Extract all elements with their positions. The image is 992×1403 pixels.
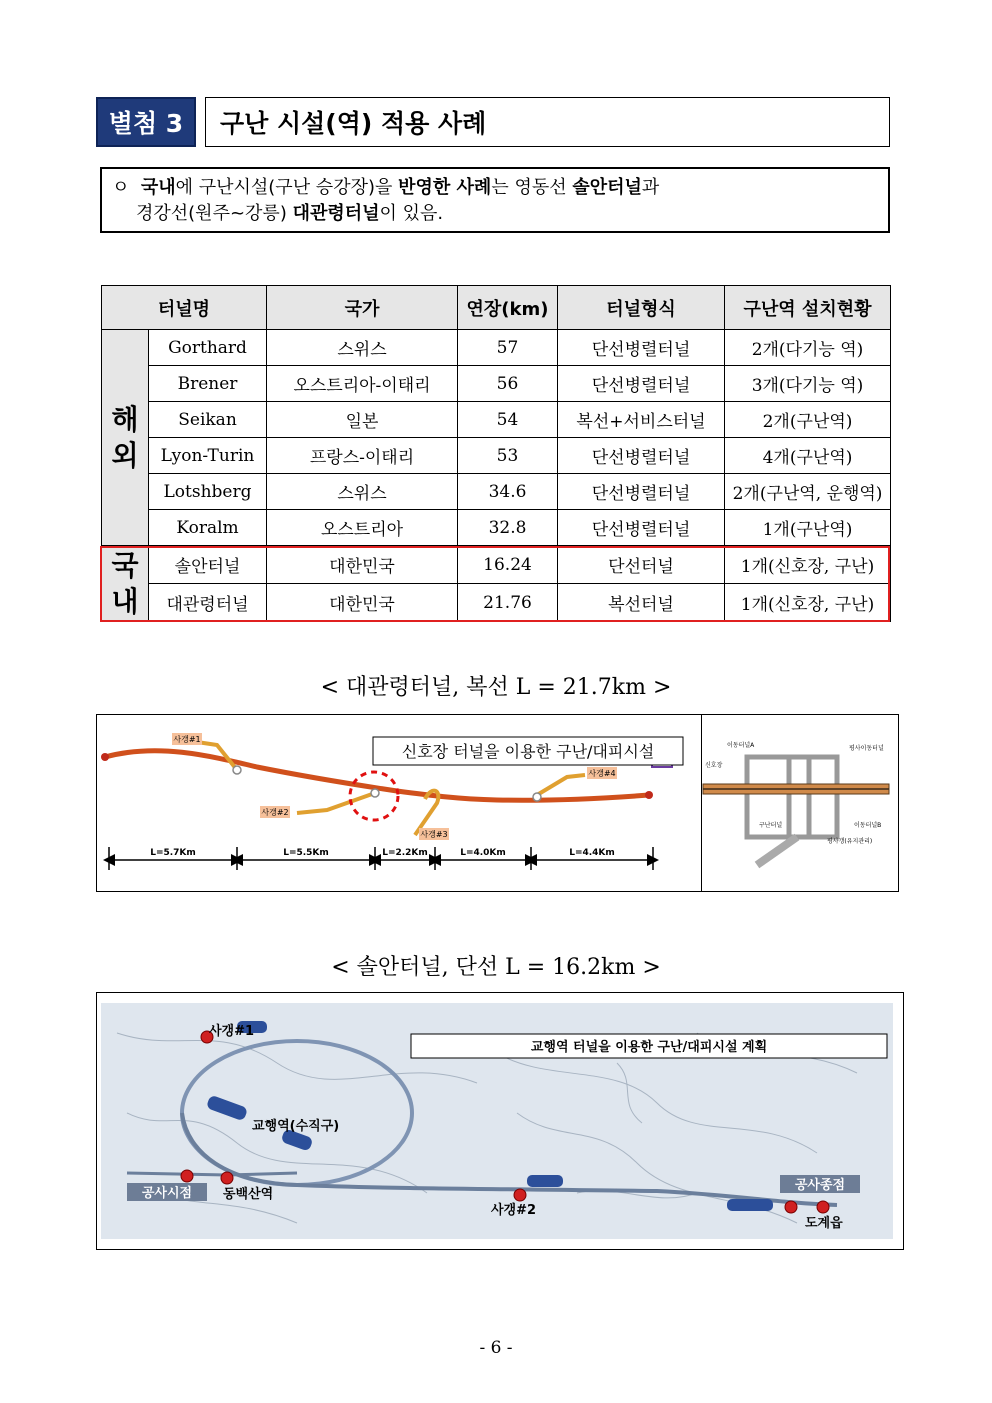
station-cell: 1개(구난역) bbox=[725, 510, 891, 546]
adit-2-label: 사갱#2 bbox=[261, 808, 289, 817]
length-cell: 57 bbox=[458, 330, 558, 366]
detail-inclined-shaft bbox=[757, 837, 797, 865]
group-overseas: 해 외 bbox=[102, 330, 149, 546]
col-header: 터널명 bbox=[102, 286, 267, 330]
segment-label: L=2.2Km bbox=[382, 848, 428, 858]
end-point-label: 공사종점 bbox=[794, 1178, 846, 1193]
detail-label: 신호장 bbox=[705, 762, 723, 769]
summary-line-2 bbox=[112, 201, 878, 227]
station-cell: 1개(신호장, 구난) bbox=[725, 546, 891, 584]
adit-2-line bbox=[297, 793, 375, 813]
country-cell: 프랑스-이태리 bbox=[267, 438, 458, 474]
station-cell: 2개(구난역, 운행역) bbox=[725, 474, 891, 510]
adit-2-label: 사갱#2 bbox=[491, 1203, 537, 1218]
tunnel-section bbox=[727, 1199, 773, 1211]
type-cell: 복선터널 bbox=[558, 584, 725, 622]
detail-label: 평사갱(유지관리) bbox=[827, 838, 873, 845]
daegwallyeong-tunnel-figure bbox=[96, 714, 899, 892]
appendix-badge: 별첨 3 bbox=[96, 97, 196, 147]
col-header: 구난역 설치현황 bbox=[725, 286, 891, 330]
segment-label: L=5.5Km bbox=[283, 848, 329, 858]
type-cell: 단선병렬터널 bbox=[558, 366, 725, 402]
table-row bbox=[102, 366, 891, 402]
adit-1-label: 사갱#1 bbox=[173, 735, 201, 744]
col-header: 국가 bbox=[267, 286, 458, 330]
summary-text: 는 영동선 bbox=[491, 177, 573, 198]
detail-label: 평사이동터널 bbox=[849, 745, 884, 752]
adit-4-line bbox=[537, 775, 585, 795]
length-cell: 16.24 bbox=[458, 546, 558, 584]
table-row bbox=[102, 402, 891, 438]
summary-emphasis: 반영한 사례 bbox=[398, 177, 492, 198]
adit-junction bbox=[371, 789, 379, 797]
type-cell: 단선터널 bbox=[558, 546, 725, 584]
tunnel-name-cell: Lotshberg bbox=[149, 474, 267, 510]
station-cell: 3개(다기능 역) bbox=[725, 366, 891, 402]
group-domestic: 국 내 bbox=[102, 546, 149, 622]
dongbaeksan-station-label: 동백산역 bbox=[223, 1187, 274, 1202]
start-marker bbox=[181, 1170, 193, 1182]
signal-station-detail-diagram bbox=[703, 741, 889, 865]
segment-label: L=5.7Km bbox=[150, 848, 196, 858]
figure2-caption: < 솔안터널, 단선 L = 16.2km > bbox=[331, 955, 661, 980]
country-cell: 대한민국 bbox=[267, 584, 458, 622]
adit-1-label: 사갱#1 bbox=[209, 1024, 255, 1039]
table-row bbox=[102, 438, 891, 474]
solan-tunnel-map bbox=[96, 992, 904, 1250]
summary-text: 이 있음. bbox=[379, 203, 444, 224]
crossing-station-label: 교행역(수직구) bbox=[252, 1119, 340, 1134]
adit-3-label: 사갱#3 bbox=[420, 830, 448, 839]
table-row bbox=[102, 330, 891, 366]
country-cell: 오스트리아-이태리 bbox=[267, 366, 458, 402]
col-header: 터널형식 bbox=[558, 286, 725, 330]
tunnel-name-cell: Seikan bbox=[149, 402, 267, 438]
length-cell: 34.6 bbox=[458, 474, 558, 510]
station-cell: 4개(구난역) bbox=[725, 438, 891, 474]
end-marker bbox=[785, 1201, 797, 1213]
summary-box bbox=[100, 167, 890, 233]
station-cell: 2개(다기능 역) bbox=[725, 330, 891, 366]
summary-domestic: 국내 bbox=[140, 177, 176, 198]
summary-tunnel-solan: 솔안터널 bbox=[572, 177, 642, 198]
segment-label: L=4.4Km bbox=[569, 848, 615, 858]
adit-junction bbox=[233, 766, 241, 774]
figure1-divider bbox=[701, 714, 702, 892]
start-point-label: 공사시점 bbox=[141, 1186, 193, 1201]
detail-label: 이동터널B bbox=[854, 822, 882, 829]
length-cell: 56 bbox=[458, 366, 558, 402]
country-cell: 오스트리아 bbox=[267, 510, 458, 546]
summary-text: 과 bbox=[641, 177, 660, 198]
length-cell: 32.8 bbox=[458, 510, 558, 546]
country-cell: 일본 bbox=[267, 402, 458, 438]
length-cell: 53 bbox=[458, 438, 558, 474]
type-cell: 단선병렬터널 bbox=[558, 438, 725, 474]
tunnel-portal-marker bbox=[645, 791, 653, 799]
tunnel-profile-diagram bbox=[97, 715, 900, 893]
type-cell: 복선+서비스터널 bbox=[558, 402, 725, 438]
tunnel-name-cell: Gorthard bbox=[149, 330, 267, 366]
tunnel-name-cell: Brener bbox=[149, 366, 267, 402]
table-header-row bbox=[102, 286, 891, 330]
figure1-callout: 신호장 터널을 이용한 구난/대피시설 bbox=[401, 742, 655, 761]
tunnel-name-cell: Koralm bbox=[149, 510, 267, 546]
type-cell: 단선병렬터널 bbox=[558, 474, 725, 510]
tunnel-name-cell: 솔안터널 bbox=[149, 546, 267, 584]
segment-label: L=4.0Km bbox=[460, 848, 506, 858]
country-cell: 스위스 bbox=[267, 330, 458, 366]
country-cell: 대한민국 bbox=[267, 546, 458, 584]
summary-line-1 bbox=[112, 175, 878, 201]
page-title: 구난 시설(역) 적용 사례 bbox=[205, 97, 890, 147]
domestic-highlight-box bbox=[100, 546, 890, 622]
detail-label: 구난터널 bbox=[759, 822, 783, 829]
solan-tunnel-map-graphic bbox=[97, 993, 905, 1251]
page-number: - 6 - bbox=[479, 1338, 513, 1358]
tunnel-section bbox=[527, 1175, 563, 1187]
adit-4-label: 사갱#4 bbox=[588, 769, 616, 778]
bullet: ㅇ bbox=[112, 177, 130, 198]
tunnel-name-cell: 대관령터널 bbox=[149, 584, 267, 622]
length-cell: 21.76 bbox=[458, 584, 558, 622]
summary-text: 에 구난시설(구난 승강장)을 bbox=[175, 177, 399, 198]
detail-label: 이동터널A bbox=[727, 742, 755, 749]
country-cell: 스위스 bbox=[267, 474, 458, 510]
length-cell: 54 bbox=[458, 402, 558, 438]
summary-text: 경강선(원주~강릉) bbox=[136, 203, 293, 224]
figure1-caption: < 대관령터널, 복선 L = 21.7km > bbox=[320, 675, 672, 700]
dongbaeksan-marker bbox=[221, 1172, 233, 1184]
tunnel-portal-marker bbox=[101, 753, 109, 761]
col-header: 연장(km) bbox=[458, 286, 558, 330]
type-cell: 단선병렬터널 bbox=[558, 330, 725, 366]
tunnel-name-cell: Lyon-Turin bbox=[149, 438, 267, 474]
table-row bbox=[102, 510, 891, 546]
station-cell: 2개(구난역) bbox=[725, 402, 891, 438]
dogye-marker bbox=[817, 1201, 829, 1213]
adit-2-marker bbox=[514, 1189, 526, 1201]
type-cell: 단선병렬터널 bbox=[558, 510, 725, 546]
adit-junction bbox=[533, 793, 541, 801]
table-row bbox=[102, 474, 891, 510]
figure2-callout: 교행역 터널을 이용한 구난/대피시설 계획 bbox=[530, 1040, 768, 1055]
station-cell: 1개(신호장, 구난) bbox=[725, 584, 891, 622]
summary-tunnel-daegwallyeong: 대관령터널 bbox=[292, 203, 380, 224]
dogye-label: 도계읍 bbox=[805, 1216, 843, 1231]
approach-line bbox=[127, 1173, 297, 1175]
